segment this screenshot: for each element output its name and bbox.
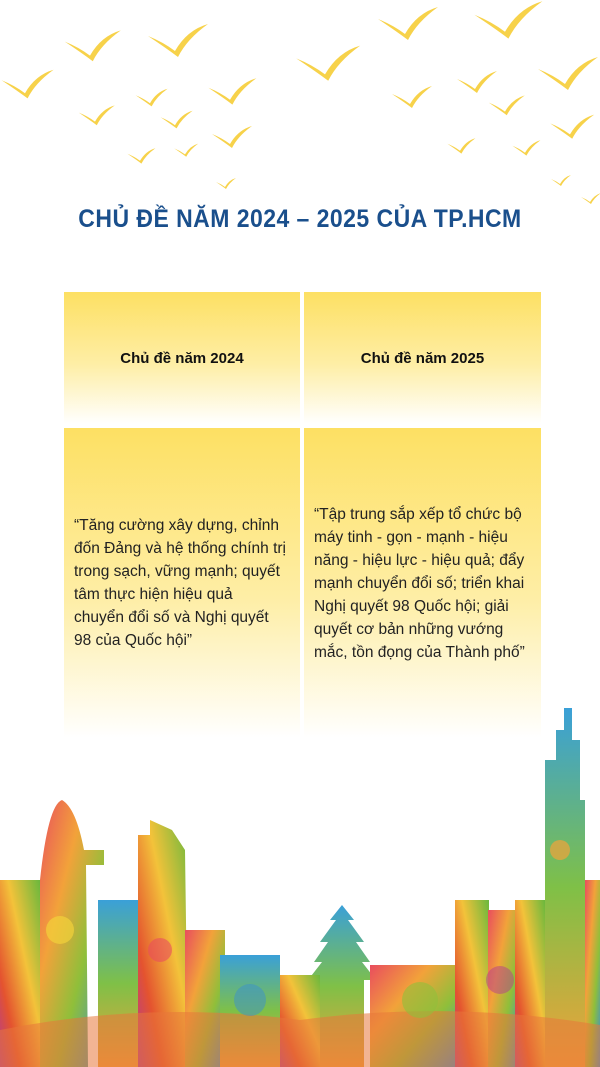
bird-icon <box>457 71 497 93</box>
bird-icon <box>512 140 540 155</box>
birds-decoration <box>0 0 600 210</box>
bird-icon <box>127 148 155 163</box>
bird-icon <box>392 86 432 108</box>
bird-icon <box>161 111 193 129</box>
theme-2024-text: “Tăng cường xây dựng, chỉnh đốn Đảng và hệ thống chính trị trong sạch, vững mạnh; quyết tâm thực hiện hiệu quả chuyển đổi số và Nghị quyết 98 của Quốc hội” <box>74 517 286 649</box>
bird-icon <box>174 144 198 157</box>
bird-icon <box>489 95 525 115</box>
bird-icon <box>65 30 121 61</box>
bird-icon <box>378 7 438 40</box>
bird-icon <box>2 70 54 99</box>
bird-icon <box>136 89 168 107</box>
bird-icon <box>550 115 594 139</box>
bird-icon <box>79 105 115 125</box>
bird-icon <box>447 138 475 153</box>
bird-icon <box>212 126 252 148</box>
table-cell-2025 <box>304 428 541 738</box>
table-header-2024: Chủ đề năm 2024 <box>64 292 300 424</box>
theme-2025-text: “Tập trung sắp xếp tổ chức bộ máy tinh - gọn - mạnh - hiệu năng - hiệu lực - hiệu quả; đẩy mạnh chuyển đổi số; triển khai Nghị quyết 98 Quốc hội; giải quyết cơ bản những vướng mắc, tồn đọng của Thành phố” <box>314 505 525 661</box>
bird-icon <box>208 78 256 104</box>
city-skyline-illustration <box>0 700 600 1067</box>
bird-icon <box>551 175 571 186</box>
table-header-2025: Chủ đề năm 2025 <box>304 292 541 424</box>
table-cell-2024 <box>64 428 300 738</box>
page-title: CHỦ ĐỀ NĂM 2024 – 2025 CỦA TP.HCM <box>78 205 522 233</box>
bird-icon <box>581 193 600 204</box>
bird-icon <box>474 1 542 38</box>
bird-icon <box>148 24 208 57</box>
bird-icon <box>538 57 598 90</box>
bird-icon <box>216 178 236 189</box>
bird-icon <box>296 46 360 81</box>
